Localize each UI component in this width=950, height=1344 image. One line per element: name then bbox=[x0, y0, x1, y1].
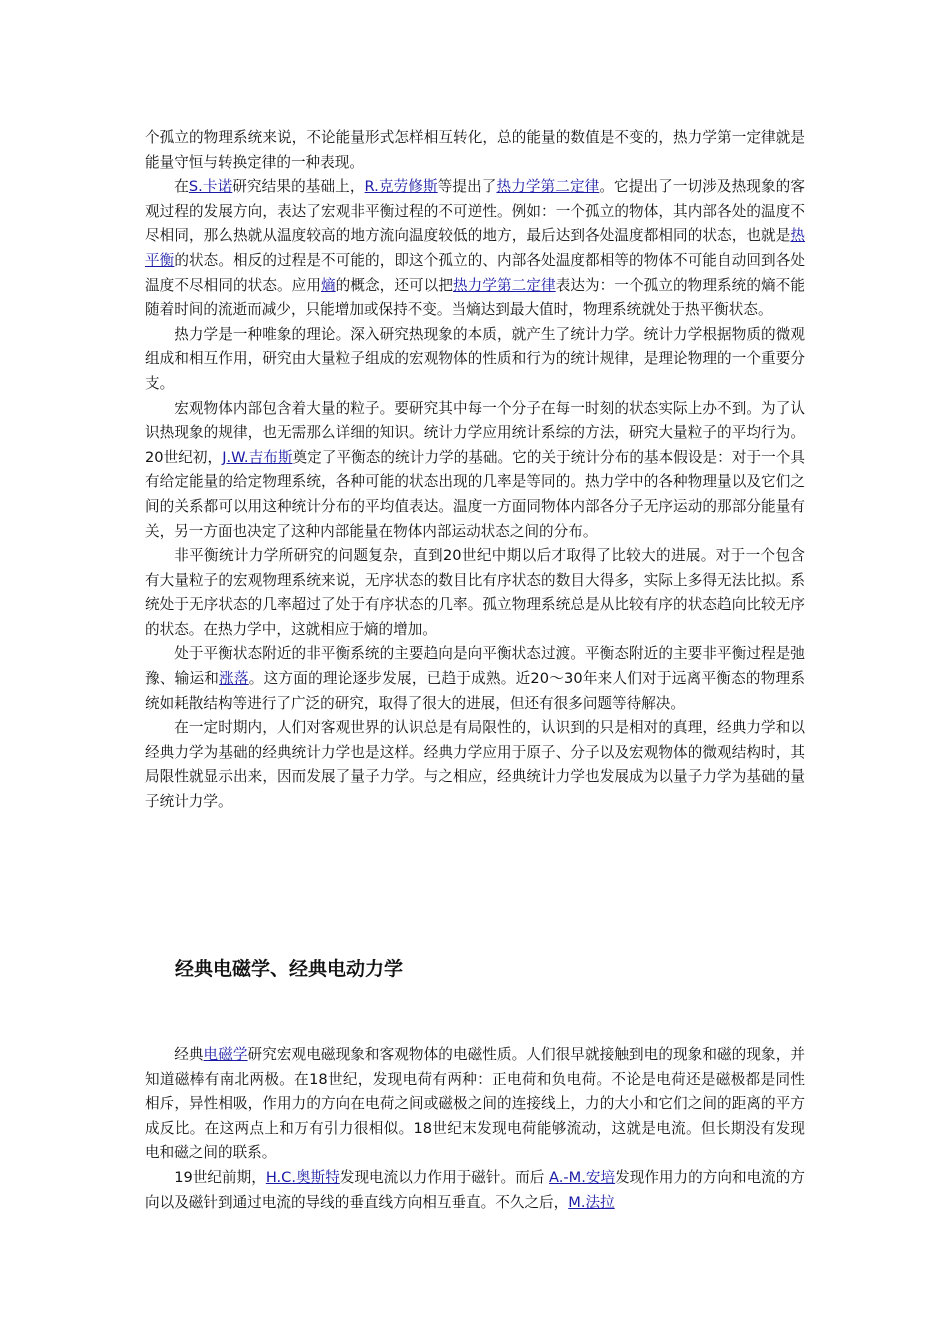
text-run: 奠定了平衡态的统计力学的基础。它的关于统计分布的基本假设是：对于一个具有给定能量的给定物理系统，各种可能的状态出现的几率是等同的。热力学中的各种物理量以及它们之间的关系都可以用这种统计分布的平均值表达。温度一方面同物体内部各分子无序运动的那部分能量有关，另一方面也决定了这种内部能量在物体内部运动状态之间的分布。 bbox=[145, 448, 805, 540]
text-run: 的状态。相反的过程是不可能的，即这个孤立的、内部各处温度都相等的物体不可能自动回到各处温度不尽相同的状态。应用 bbox=[145, 251, 805, 294]
text-run: 非平衡统计力学所研究的问题复杂，直到20世纪中期以后才取得了比较大的进展。对于一个包含有大量粒子的宏观物理系统来说，无序状态的数目比有序状态的数目大得多，实际上多得无法比拟。系统处于无序状态的几率超过了处于有序状态的几率。孤立物理系统总是从比较有序的状态趋向比较无序的状态。在热力学中，这就相应于熵的增加。 bbox=[145, 547, 805, 638]
text-run: 经典 bbox=[174, 1046, 204, 1063]
text-run: 的概念，还可以把 bbox=[335, 276, 454, 294]
text-run: 。这方面的理论逐步发展，已趋于成熟。近20～30年来人们对于远离平衡态的物理系统如耗散结构等进行了广泛的研究，取得了很大的进展，但还有很多问题等待解决。 bbox=[145, 670, 805, 712]
text-run: 研究宏观电磁现象和客观物体的电磁性质。人们很早就接触到电的现象和磁的现象，并知道磁棒有南北两极。在18世纪，发现电荷有两种：正电荷和负电荷。不论是电荷还是磁极都是同性相斥，异性相吸，作用力的方向在电荷之间或磁极之间的连接线上，力的大小和它们之间的距离的平方成反比。在这两点上和万有引力很相似。18世纪末发现电荷能够流动，这就是电流。但长期没有发现电和磁之间的联系。 bbox=[145, 1046, 805, 1162]
text-run: 个孤立的物理系统来说，不论能量形式怎样相互转化，总的能量的数值是不变的，热力学第一定律就是能量守恒与转换定律的一种表现。 bbox=[145, 129, 805, 171]
term-link[interactable]: 热平衡 bbox=[145, 227, 805, 269]
paragraph bbox=[145, 126, 805, 175]
paragraph bbox=[145, 1043, 805, 1166]
paragraph bbox=[145, 642, 805, 716]
paragraph bbox=[145, 544, 805, 642]
document-page bbox=[145, 126, 805, 1211]
text-run: 处于平衡状态附近的非平衡系统的主要趋向是向平衡状态过渡。平衡态附近的主要非平衡过程是弛豫、输运和 bbox=[145, 645, 805, 688]
term-link[interactable]: J.W.吉布斯 bbox=[222, 448, 293, 466]
text-run: 19世纪前期， bbox=[174, 1168, 266, 1186]
electromagnetism-section bbox=[145, 1043, 805, 1215]
term-link[interactable]: 涨落 bbox=[219, 670, 249, 688]
text-run: 热力学是一种唯象的理论。深入研究热现象的本质，就产生了统计力学。统计力学根据物质的微观组成和相互作用，研究由大量粒子组成的宏观物体的性质和行为的统计规律，是理论物理的一个重要分支。 bbox=[145, 325, 805, 392]
text-run: 。它提出了一切涉及热现象的客观过程的发展方向，表达了宏观非平衡过程的不可逆性。例如：一个孤立的物体，其内部各处的温度不尽相同，那么热就从温度较高的地方流向温度较低的地方，最后达到各处温度都相同的状态，也就是 bbox=[145, 178, 805, 245]
term-link[interactable]: 电磁学 bbox=[203, 1046, 248, 1063]
term-link[interactable]: S.卡诺 bbox=[188, 178, 233, 196]
text-run: 在一定时期内，人们对客观世界的认识总是有局限性的，认识到的只是相对的真理，经典力学和以经典力学为基础的经典统计力学也是这样。经典力学应用于原子、分子以及宏观物体的微观结构时，其局限性就显示出来，因而发展了量子力学。与之相应，经典统计力学也发展成为以量子力学为基础的量子统计力学。 bbox=[145, 719, 805, 811]
text-run: 等提出了 bbox=[437, 178, 497, 196]
text-run: 宏观物体内部包含着大量的粒子。要研究其中每一个分子在每一时刻的状态实际上办不到。为了认识热现象的规律，也无需那么详细的知识。统计力学应用统计系综的方法，研究大量粒子的平均行为。20世纪初， bbox=[145, 399, 805, 466]
section-heading: 经典电磁学、经典电动力学 bbox=[175, 958, 404, 980]
paragraph bbox=[145, 397, 805, 545]
term-link[interactable]: 热力学第二定律 bbox=[496, 178, 600, 196]
paragraph bbox=[145, 175, 805, 323]
term-link[interactable]: H.C.奥斯特 bbox=[265, 1168, 340, 1186]
thermodynamics-section bbox=[145, 126, 805, 815]
term-link[interactable]: 熵 bbox=[321, 276, 336, 294]
text-run: 在 bbox=[174, 178, 189, 196]
term-link[interactable]: M.法拉 bbox=[568, 1193, 615, 1211]
text-run: 表达为：一个孤立的物理系统的熵不能随着时间的流逝而减少，只能增加或保持不变。当熵达到最大值时，物理系统就处于热平衡状态。 bbox=[145, 276, 805, 319]
paragraph bbox=[145, 323, 805, 397]
text-run: 研究结果的基础上， bbox=[232, 178, 365, 196]
term-link[interactable]: A.-M.安培 bbox=[549, 1168, 616, 1186]
text-run: 发现电流以力作用于磁针。而后 bbox=[339, 1168, 550, 1186]
paragraph bbox=[145, 716, 805, 814]
paragraph bbox=[145, 1166, 805, 1215]
term-link[interactable]: R.克劳修斯 bbox=[364, 178, 438, 196]
term-link[interactable]: 热力学第二定律 bbox=[453, 276, 556, 294]
text-run: 发现作用力的方向和电流的方向以及磁针到通过电流的导线的垂直线方向相互垂直。不久之后， bbox=[145, 1168, 805, 1211]
